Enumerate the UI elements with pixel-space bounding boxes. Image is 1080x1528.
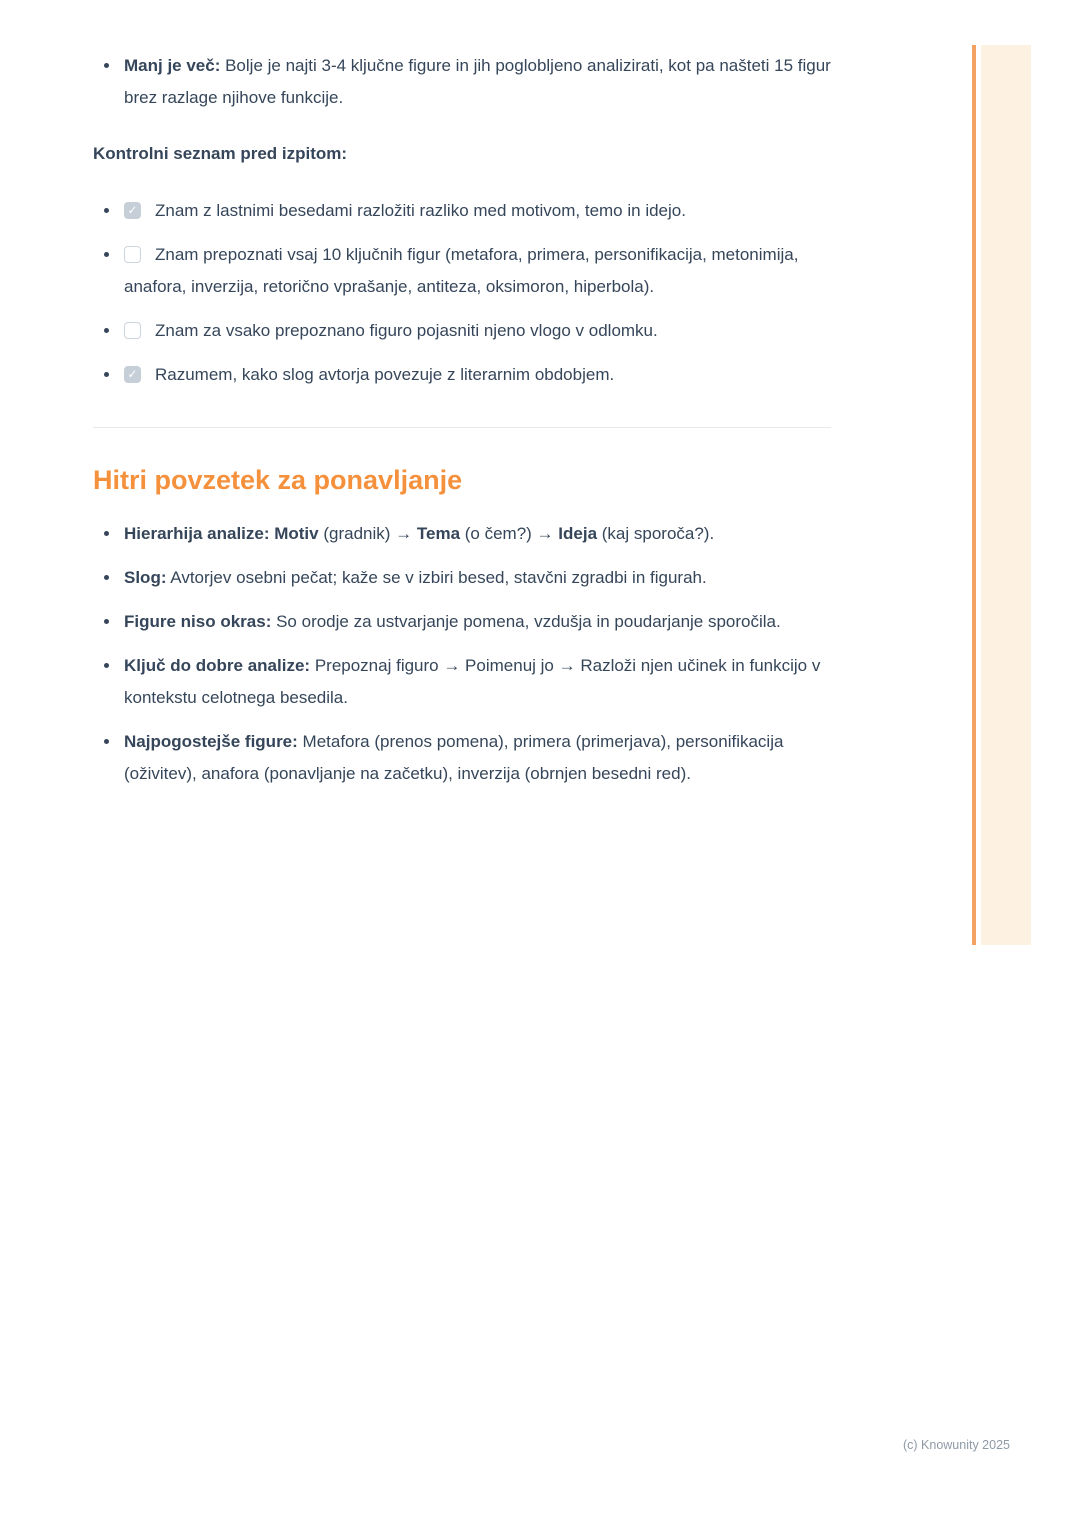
right-accent-panel <box>981 45 1031 945</box>
checkbox-icon[interactable] <box>124 322 141 339</box>
checklist-item-text: Znam z lastnimi besedami razložiti razliko med motivom, temo in idejo. <box>155 201 686 220</box>
intro-list <box>93 50 831 114</box>
bullet-dot-icon <box>104 739 109 744</box>
bullet-dot-icon <box>104 531 109 536</box>
bullet-dot-icon <box>104 208 109 213</box>
bullet-dot-icon <box>104 663 109 668</box>
bullet-dot-icon <box>104 328 109 333</box>
bullet-dot-icon <box>104 372 109 377</box>
checklist-item <box>93 315 831 347</box>
right-accent-line <box>972 45 976 945</box>
list-item <box>93 518 831 550</box>
list-item-text: Najpogostejše figure: Metafora (prenos pomena), primera (primerjava), personifikacija (oživitev), anafora (ponavljanje na začetku), inverzija (obrnjen besedni red). <box>124 732 784 783</box>
summary-list <box>93 518 831 790</box>
checklist-title: Kontrolni seznam pred izpitom: <box>93 144 348 163</box>
section-title: Hitri povzetek za ponavljanje <box>93 465 463 495</box>
checklist <box>93 195 831 391</box>
list-item <box>93 606 831 638</box>
bullet-dot-icon <box>104 63 109 68</box>
list-item <box>93 50 831 114</box>
checklist-item-text: Znam za vsako prepoznano figuro pojasniti njeno vlogo v odlomku. <box>155 321 658 340</box>
checklist-item-text: Razumem, kako slog avtorja povezuje z literarnim obdobjem. <box>155 365 615 384</box>
list-item-text: Slog: Avtorjev osebni pečat; kaže se v izbiri besed, stavčni zgradbi in figurah. <box>124 568 707 587</box>
list-item <box>93 650 831 714</box>
checklist-item <box>93 359 831 391</box>
checkbox-icon[interactable] <box>124 246 141 263</box>
document-content <box>93 50 831 802</box>
list-item-text: Hierarhija analize: Motiv (gradnik) → Tema (o čem?) → Ideja (kaj sporoča?). <box>124 524 715 543</box>
list-item-text: Figure niso okras: So orodje za ustvarjanje pomena, vzdušja in poudarjanje sporočila. <box>124 612 781 631</box>
footer-credit: (c) Knowunity 2025 <box>902 1438 1010 1452</box>
list-item <box>93 562 831 594</box>
checkbox-icon[interactable] <box>124 202 141 219</box>
section-divider <box>93 427 831 428</box>
checklist-item <box>93 239 831 303</box>
checklist-item-text: Znam prepoznati vsaj 10 ključnih figur (metafora, primera, personifikacija, metonimija, anafora, inverzija, retorično vprašanje, antiteza, oksimoron, hiperbola). <box>124 245 799 296</box>
bullet-dot-icon <box>104 619 109 624</box>
checkbox-icon[interactable] <box>124 366 141 383</box>
bullet-dot-icon <box>104 575 109 580</box>
list-item-text: Manj je več: Bolje je najti 3-4 ključne figure in jih poglobljeno analizirati, kot pa našteti 15 figur brez razlage njihove funkcije. <box>124 56 831 107</box>
list-item-text: Ključ do dobre analize: Prepoznaj figuro → Poimenuj jo → Razloži njen učinek in funkcijo v kontekstu celotnega besedila. <box>124 656 821 707</box>
bullet-dot-icon <box>104 252 109 257</box>
checklist-item <box>93 195 831 227</box>
list-item <box>93 726 831 790</box>
